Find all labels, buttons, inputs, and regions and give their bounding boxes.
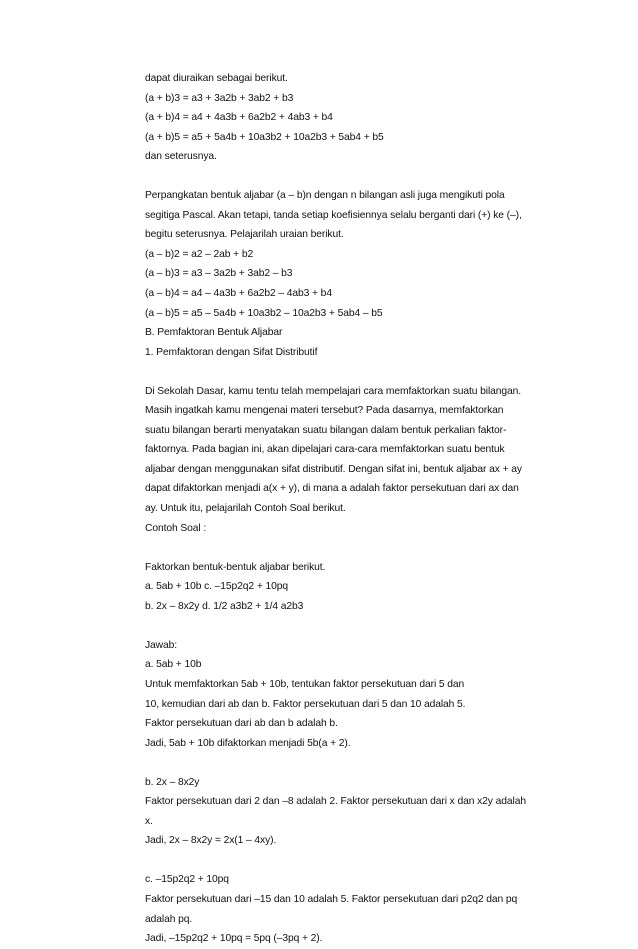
blank-line xyxy=(145,851,570,871)
blank-line xyxy=(145,167,570,187)
blank-line xyxy=(145,362,570,382)
text-line: dapat difaktorkan menjadi a(x + y), di mana a adalah faktor persekutuan dari ax dan xyxy=(145,483,519,495)
text-line: Faktor persekutuan dari ab dan b adalah b. xyxy=(145,718,338,730)
text-line: B. Pemfaktoran Bentuk Aljabar xyxy=(145,327,283,339)
text-line: Jadi, 2x – 8x2y = 2x(1 – 4xy). xyxy=(145,835,277,847)
blank-line xyxy=(145,616,570,636)
text-line: segitiga Pascal. Akan tetapi, tanda setiap koefisiennya selalu berganti dari (+) ke (–), xyxy=(145,209,522,221)
blank-line xyxy=(145,538,570,558)
text-line: suatu bilangan berarti menyatakan suatu bilangan dalam bentuk perkalian faktor- xyxy=(145,424,507,436)
text-line: a. 5ab + 10b c. –15p2q2 + 10pq xyxy=(145,581,289,593)
text-line: Jadi, –15p2q2 + 10pq = 5pq (–3pq + 2). xyxy=(145,933,323,945)
text-line: (a – b)5 = a5 – 5a4b + 10a3b2 – 10a2b3 + 5ab4 – b5 xyxy=(145,307,383,319)
text-line: 10, kemudian dari ab dan b. Faktor persekutuan dari 5 dan 10 adalah 5. xyxy=(145,698,466,710)
text-line: b. 2x – 8x2y d. 1/2 a3b2 + 1/4 a2b3 xyxy=(145,600,304,612)
text-line: ay. Untuk itu, pelajarilah Contoh Soal berikut. xyxy=(145,503,346,515)
text-line: x. xyxy=(145,815,153,827)
text-line: (a + b)5 = a5 + 5a4b + 10a3b2 + 10a2b3 + 5ab4 + b5 xyxy=(145,131,384,143)
text-line: Jawab: xyxy=(145,639,178,651)
text-line: c. –15p2q2 + 10pq xyxy=(145,874,229,886)
text-line: (a – b)3 = a3 – 3a2b + 3ab2 – b3 xyxy=(145,268,293,280)
text-line: Untuk memfaktorkan 5ab + 10b, tentukan faktor persekutuan dari 5 dan xyxy=(145,678,465,690)
text-line: 1. Pemfaktoran dengan Sifat Distributif xyxy=(145,346,318,358)
text-line: dapat diuraikan sebagai berikut. xyxy=(145,73,288,84)
text-line: Faktor persekutuan dari 2 dan –8 adalah 2. Faktor persekutuan dari x dan x2y adalah xyxy=(145,796,526,808)
text-line: adalah pq. xyxy=(145,913,193,925)
text-line: (a – b)2 = a2 – 2ab + b2 xyxy=(145,248,254,260)
blank-line xyxy=(145,753,570,773)
document-body xyxy=(145,69,570,949)
text-line: (a – b)4 = a4 – 4a3b + 6a2b2 – 4ab3 + b4 xyxy=(145,288,332,300)
text-line: b. 2x – 8x2y xyxy=(145,776,200,788)
text-line: Di Sekolah Dasar, kamu tentu telah mempelajari cara memfaktorkan suatu bilangan. xyxy=(145,385,522,397)
text-line: Contoh Soal : xyxy=(145,522,207,534)
text-line: Faktor persekutuan dari –15 dan 10 adalah 5. Faktor persekutuan dari p2q2 dan pq xyxy=(145,893,518,905)
text-line: faktornya. Pada bagian ini, akan dipelajari cara-cara memfaktorkan suatu bentuk xyxy=(145,444,505,456)
text-line: (a + b)4 = a4 + 4a3b + 6a2b2 + 4ab3 + b4 xyxy=(145,112,333,124)
text-line: a. 5ab + 10b xyxy=(145,659,202,671)
text-line: begitu seterusnya. Pelajarilah uraian berikut. xyxy=(145,229,344,241)
text-line: dan seterusnya. xyxy=(145,151,217,163)
text-line: Perpangkatan bentuk aljabar (a – b)n dengan n bilangan asli juga mengikuti pola xyxy=(145,190,505,202)
text-line: aljabar dengan menggunakan sifat distributif. Dengan sifat ini, bentuk aljabar ax + ay xyxy=(145,463,522,475)
text-line: Jadi, 5ab + 10b difaktorkan menjadi 5b(a + 2). xyxy=(145,737,351,749)
text-line: Faktorkan bentuk-bentuk aljabar berikut. xyxy=(145,561,326,573)
text-line: (a + b)3 = a3 + 3a2b + 3ab2 + b3 xyxy=(145,92,294,104)
text-line: Masih ingatkah kamu mengenai materi tersebut? Pada dasarnya, memfaktorkan xyxy=(145,405,504,417)
